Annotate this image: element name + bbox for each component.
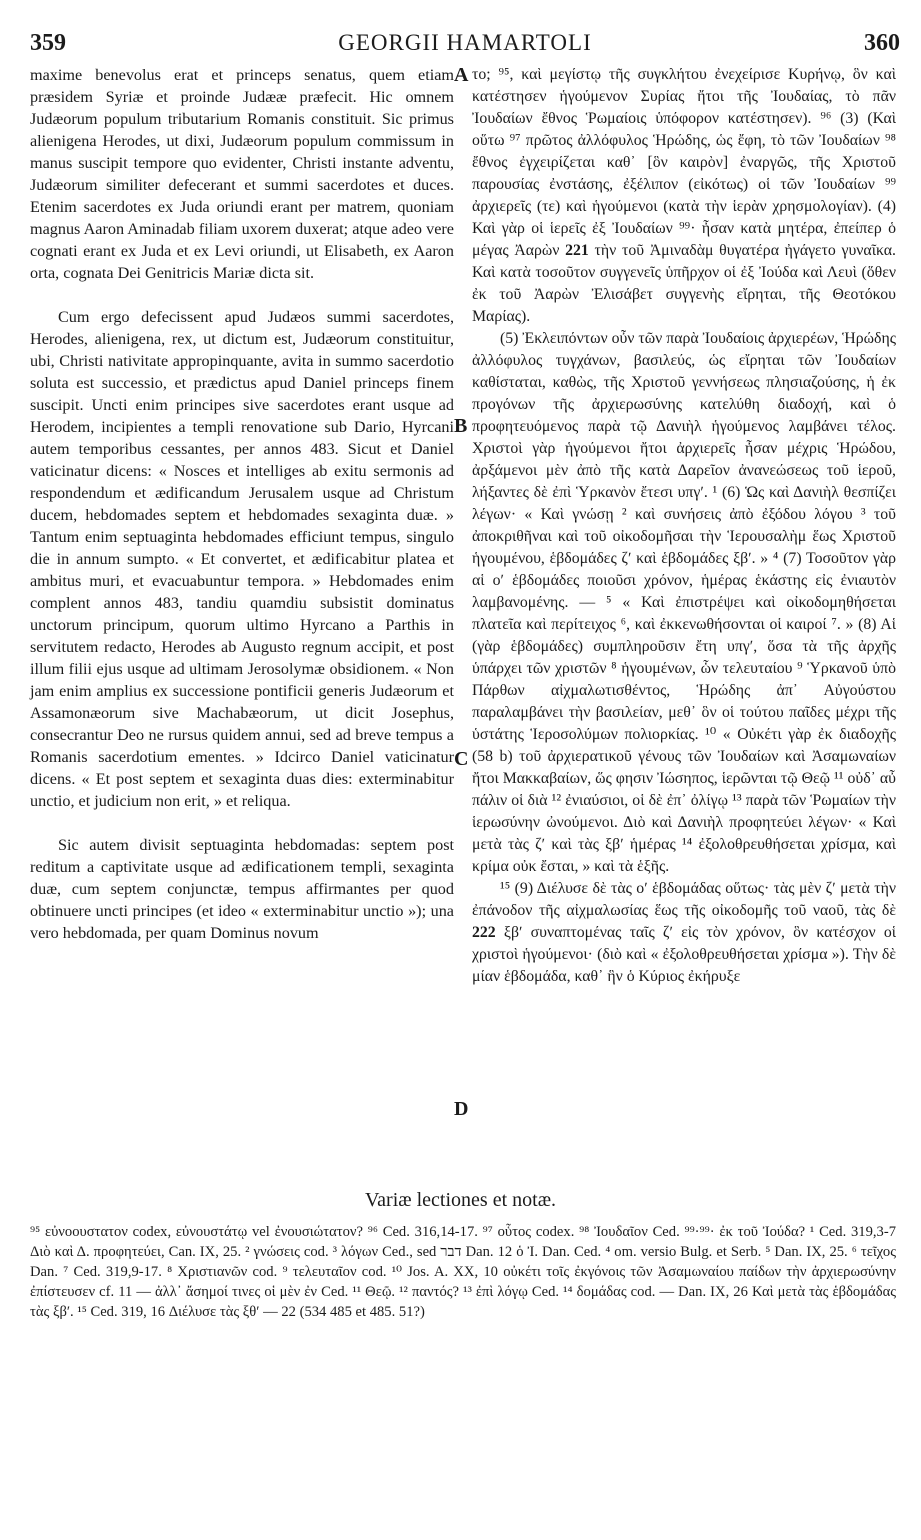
right-page-number: 360 bbox=[864, 30, 900, 56]
greek-paragraph-2: (5) Ἐκλειπόντων οὖν τῶν παρὰ Ἰουδαίοις ἀρχιερέων, Ἡρώδης ἀλλόφυλος τυγχάνων, βασιλεύς, ὡς εἴρηται τῶν Ἰουδαίων καθίσταται, καθὼς, τῆς Χριστοῦ γεννήσεως πλησιαζούσης, ἡ ἐκ προγόνων τῆς ἀρχιερωσύνης κατελύθη διαδοχή, καὶ ὁ προφητευόμενος παρὰ τῷ Δανιὴλ ἡγούμενος λαμβάνει τέλος. Χριστοὶ γὰρ ἡγούμενοι ἤτοι ἀρχιερεῖς ἦσαν μέχρις Ἡρώδου, ἀρξάμενοι μὲν ἀπὸ τῆς κατὰ Δαρεῖον ἀνανεώσεως τοῦ ἱεροῦ, λήξαντες δὲ ἐπὶ Ὑρκανὸν ἔτεσι υπγʹ. ¹ (6) Ὡς καὶ Δανιὴλ θεσπίζει λέγων· « Καὶ γνώσῃ ² καὶ συνήσεις ἀπὸ ἐξόδου λόγου ³ τοῦ ἀποκριθῆναι καὶ τοῦ οἰκοδομῆσαι τὴν Ἱερουσαλὴμ ἕως Χριστοῦ ἡγουμένου, ἑβδομάδες ζʹ καὶ ἑβδομάδες ξβʹ. » ⁴ (7) Τοσοῦτον γὰρ αἱ οʹ ἑβδομάδες ποιοῦσι χρόνον, ἡμέρας ἑκάστης εἰς ἐνιαυτὸν λαμβανομένης. — ⁵ « Καὶ ἐπιστρέψει καὶ οἰκοδομηθήσεται πλατεῖα καὶ περίτειχος ⁶, καὶ ἐκκενωθήσονται οἱ καιροί ⁷. » (8) Αἱ (γὰρ ἑβδομάδες) συμπληροῦσιν ἔτη υπγʹ, ὅσα τὰ τῆς ἀρχῆς ὑπάρχει τῶν χριστῶν ⁸ ἡγουμένων, ὧν τελευταίου ⁹ Ὑρκανοῦ ὑπὸ Πάρθων αἰχμαλωτισθέντος, Ἡρώδης ἀπ᾽ Αὐγούστου παραλαμβάνει τὴν βασιλείαν, μεθ᾽ ὃν οἱ τούτου παῖδες μέχρι τῆς ὑστάτης Ἱεροσολύμων πολιορκίας. ¹⁰ « Οὐκέτι γὰρ ἐκ διαδοχῆς (58 b) τοῦ ἀρχιερατικοῦ γένους τῶν Ἰουδαίων καὶ Ἀσαμωναίων ἤτοι Μακκαβαίων, ὥς φησιν Ἰώσηπος, ἱερῶνται τῷ Θεῷ ¹¹ οὐδ᾽ αὖ πάλιν οἱ διὰ ¹² ἐνιαύσιοι, οἱ δὲ ἐπ᾽ ὀλίγῳ ¹³ παρὰ τῶν Ῥωμαίων τὴν ἱερωσύνην ὠνούμενοι. Διὸ καὶ Δανιὴλ προφητεύει λέγων· « Καὶ μετὰ τὰς ζʹ καὶ τὰς ξβʹ ἡμέρας ¹⁴ ἐξολοθρευθήσεται χρίσμα, καὶ κρίμα οὐκ ἔσται, » καὶ τὰ ἑξῆς. bbox=[472, 330, 896, 875]
margin-letter-a: A bbox=[454, 64, 469, 86]
running-header bbox=[30, 24, 900, 58]
greek-paragraph-3-continuation: ξβʹ συναπτομένας ταῖς ζʹ εἰς τὸν χρόνον, ὃν κατέσχον οἱ χριστοὶ ἡγούμενοι· (διὸ καὶ « ἐξολοθρευθήσεται χρίσμα »). Τὴν δὲ μίαν ἑβδομάδα, καθ᾽ ἣν ὁ Κύριος ἐκήρυξε bbox=[472, 924, 897, 985]
latin-column bbox=[30, 64, 454, 944]
margin-letter-c: C bbox=[454, 748, 469, 770]
greek-column bbox=[472, 64, 896, 988]
notes-text: ⁹⁵ εὐνοουστατον codex, εὐνουστάτῳ vel ἐνουσιώτατον? ⁹⁶ Ced. 316,14-17. ⁹⁷ οὗτος codex. ⁹⁸ Ἰουδαῖον Ced. ⁹⁹·⁹⁹· ἐκ τοῦ Ἰούδα? ¹ Ced. 319,3-7 Διὸ καὶ Δ. προφητεύει, Can. IX, 25. ² γνώσεις cod. ³ λόγων Ced., sed דבר Dan. 12 ὁ Ἰ. Dan. Ced. ⁴ om. versio Bulg. et Serb. ⁵ Dan. IX, 25. ⁶ τεῖχος Dan. ⁷ Ced. 319,9-17. ⁸ Χριστιανῶν cod. ⁹ τελευταῖον cod. ¹⁰ Jos. A. XX, 10 οὐκέτι τοῖς ἐκγόνοις τῶν Ἀσαμωναίου παίδων τὴν ἀρχιερωσύνην ἐπίστευσεν cf. 11 — ἀλλ᾽ ἄσημοί τινες οἱ μὲν ἐν Ced. ¹¹ Θεῷ. ¹² παντός? ¹³ ἐπὶ λόγῳ Ced. ¹⁴ δομάδας cod. — Dan. IX, 26 Καὶ μετὰ τὰς ἑβδομάδας τὰς ξβʹ. ¹⁵ Ced. 319, 16 Διέλυσε τὰς ξθʹ — 22 (534 485 et 485. 51?) bbox=[30, 1224, 896, 1320]
notes-title: Variæ lectiones et notæ. bbox=[364, 1189, 557, 1211]
greek-paragraph-3-text: ¹⁵ (9) Διέλυσε δὲ τὰς οʹ ἑβδομάδας οὕτως· τὰς μὲν ζʹ μετὰ τὴν ἐπάνοδον τῆς αἰχμαλωσίας ἕως τῆς οἰκοδομῆς τοῦ ναοῦ, τὰς δὲ bbox=[472, 880, 896, 919]
margin-letter-d: D bbox=[454, 1098, 469, 1120]
greek-paragraph-3 bbox=[472, 878, 896, 988]
greek-paragraph-1-text: το; ⁹⁵, καὶ μεγίστῳ τῆς συγκλήτου ἐνεχείρισε Κυρήνῳ, ὃν καὶ κατέστησεν ἡγούμενον Συρίας ἤτοι τῆς Ἰουδαίας, τὸ πᾶν Ἰουδαίων ἔθνος Ῥωμαίοις ὑπόφορον κατέστησεν). ⁹⁶ (3) (Καὶ οὕτω ⁹⁷ πρῶτος ἀλλόφυλος Ἡρώδης, ὡς ἔφη, τὸ τῶν Ἰουδαίων ⁹⁸ ἔθνος ἐγχειρίζεται καθ᾽ [ὃν καιρὸν] ἐναργῶς, τῆς Χριστοῦ παρουσίας ἐνστάσης, ἐξέλιπον (εἰκότως) οἱ τῶν Ἰουδαίων ⁹⁹ ἀρχιερεῖς (τε) καὶ ἡγούμενοι (κατὰ τὴν ἱερὰν χρησμολογίαν). (4) Καὶ γὰρ οἱ ἱερεῖς ἐξ Ἰουδαίων ⁹⁹· ἦσαν κατὰ μητέρα, ἐπείπερ ὁ μέγας Ἀαρὼν bbox=[472, 66, 896, 259]
latin-paragraph-3: Sic autem divisit septuaginta hebdomadas: septem post reditum a captivitate usque ad ædificationem templi, sexaginta duæ, cum septem conjunctæ, tempus affirmantes per quod obtinuere uncti principes (et ideo « exterminabitur unctio »); una vero hebdomada, per quam Dominus novum bbox=[30, 836, 454, 942]
greek-paragraph-1-continuation: τὴν τοῦ Ἀμιναδὰμ θυγατέρα ἠγάγετο γυναῖκα. Καὶ κατὰ τοσοῦτον συγγενεῖς ὑπῆρχον οἱ ἐξ Ἰούδα καὶ Λευὶ (ὅθεν ἐκ τοῦ Ἀαρὼν Ἐλισάβετ συγγενὴς εἴρηται, τῆς Θεοτόκου Μαρίας). bbox=[472, 242, 896, 325]
column-number-222: 222 bbox=[472, 924, 496, 941]
greek-paragraph-1 bbox=[472, 64, 896, 328]
left-page-number: 359 bbox=[30, 30, 66, 56]
column-number-221: 221 bbox=[565, 242, 589, 259]
latin-paragraph-2: Cum ergo defecissent apud Judæos summi sacerdotes, Herodes, alienigena, rex, ut dictum est, Judæorum constituitur, ubi, Christi nativitate appropinquante, avita in summo sacerdotio soluta est successio, et prædictus apud Daniel princeps finem suscipit. Uncti enim principes sive sacerdotes erant usque ad Herodem, incipientes a templi renovatione sub Dario, Hyrcani autem temporibus cessantes, per annos 483. Sicut et Daniel vaticinatur dicens: « Nosces et intelliges ab exitu sermonis ad respondendum et ædificandum Jerusalem usque ad Christum ducem, hebdomades septem et hebdomades sexaginta duæ. » Tantum enim septuaginta hebdomades efficiunt tempus, singulo die in annum sumpto. « Et convertet, et ædificabitur platea et ambitus muri, et evacuabuntur tempora. » Hebdomades enim complent annos 483, tandiu quamdiu subsistit dominatus unctorum principum, quorum ultimo Hyrcano a Parthis in servitutem redacto, Herodes ab Augusto regnum accipit, et post illum filii ejus usque ad ultimam Jerosolymæ obsidionem. « Non jam enim amplius ex successione pontificii generis Judæorum et Assamonæorum sive Machabæorum, ut dicit Josephus, consecrantur Deo ne rursus quidem annui, sed ad breve tempus a Romanis sacerdotium ementes. » Idcirco Daniel vaticinatur dicens. « Et post septem et sexaginta duas dies: exterminabitur unctio, et judicium non erit, » et reliqua. bbox=[30, 308, 454, 810]
running-title: GEORGII HAMARTOLI bbox=[338, 30, 592, 55]
margin-letter-b: B bbox=[454, 415, 468, 437]
latin-paragraph-1: maxime benevolus erat et princeps senatus, quem etiam præsidem Syriæ et proinde Judææ præfecit. Hic omnem Judæorum populum tributarium Romanis constituit. Sic primus alienigena Herodes, ut dixi, Judæorum populum commissum in manus suscipit tempore quo evidenter, Christi instante adventu, Judæorum similiter defecerant et summi sacerdotes et duces. Etenim sacerdotes ex Juda oriundi erant per matrem, quoniam magnus Aaron Aminadab filiam uxorem duxerat; atque adeo vere cognati erant ex Juda et ex Levi oriundi, ut Elisabeth, ex Aaron orta, cognata Dei Genitricis Mariæ dicta sit. bbox=[30, 66, 454, 282]
